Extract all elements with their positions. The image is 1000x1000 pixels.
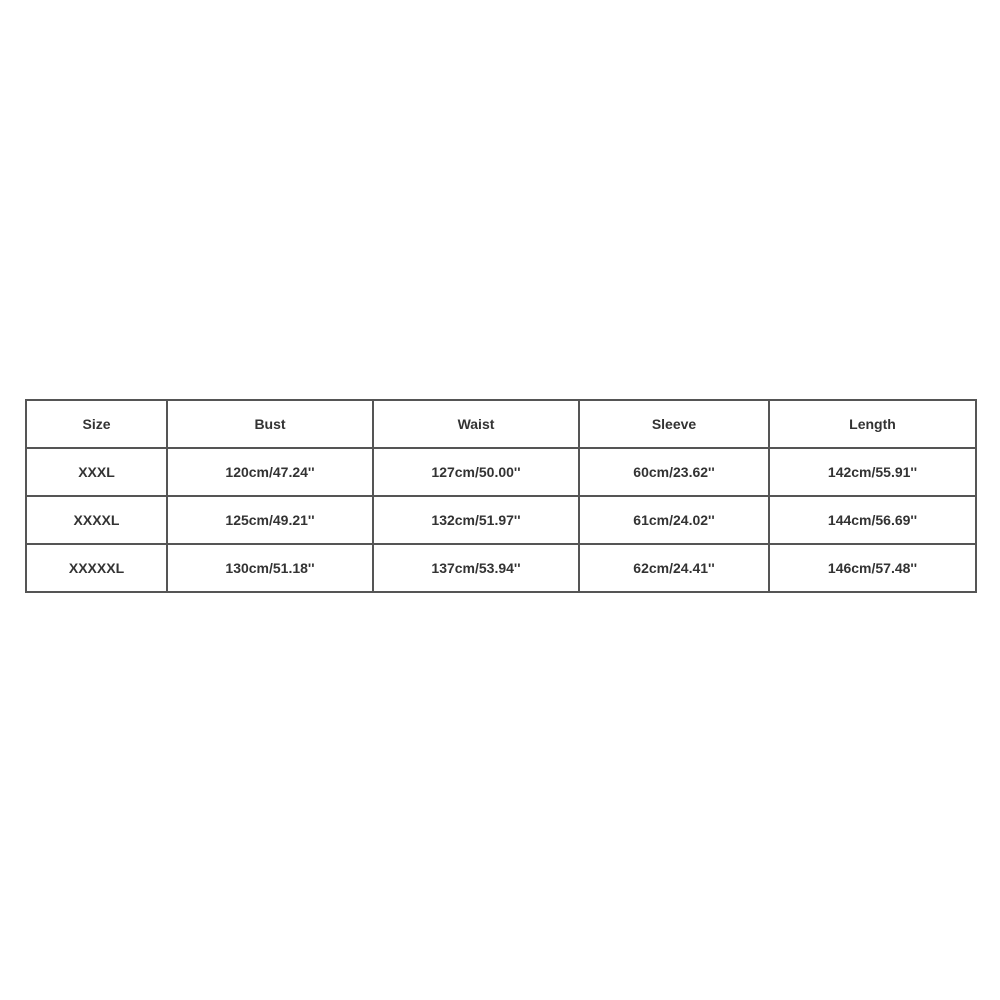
table-header-row bbox=[26, 400, 976, 448]
table-row bbox=[26, 496, 976, 544]
cell-waist: 132cm/51.97'' bbox=[373, 496, 579, 544]
header-length: Length bbox=[769, 400, 976, 448]
table-row bbox=[26, 448, 976, 496]
cell-bust: 120cm/47.24'' bbox=[167, 448, 373, 496]
header-waist: Waist bbox=[373, 400, 579, 448]
header-size: Size bbox=[26, 400, 167, 448]
cell-sleeve: 62cm/24.41'' bbox=[579, 544, 769, 592]
header-bust: Bust bbox=[167, 400, 373, 448]
cell-size: XXXL bbox=[26, 448, 167, 496]
header-sleeve: Sleeve bbox=[579, 400, 769, 448]
cell-bust: 130cm/51.18'' bbox=[167, 544, 373, 592]
size-chart-table bbox=[25, 399, 977, 593]
cell-length: 142cm/55.91'' bbox=[769, 448, 976, 496]
cell-size: XXXXL bbox=[26, 496, 167, 544]
cell-sleeve: 61cm/24.02'' bbox=[579, 496, 769, 544]
cell-length: 146cm/57.48'' bbox=[769, 544, 976, 592]
cell-bust: 125cm/49.21'' bbox=[167, 496, 373, 544]
table-row bbox=[26, 544, 976, 592]
cell-length: 144cm/56.69'' bbox=[769, 496, 976, 544]
cell-sleeve: 60cm/23.62'' bbox=[579, 448, 769, 496]
cell-size: XXXXXL bbox=[26, 544, 167, 592]
cell-waist: 137cm/53.94'' bbox=[373, 544, 579, 592]
cell-waist: 127cm/50.00'' bbox=[373, 448, 579, 496]
